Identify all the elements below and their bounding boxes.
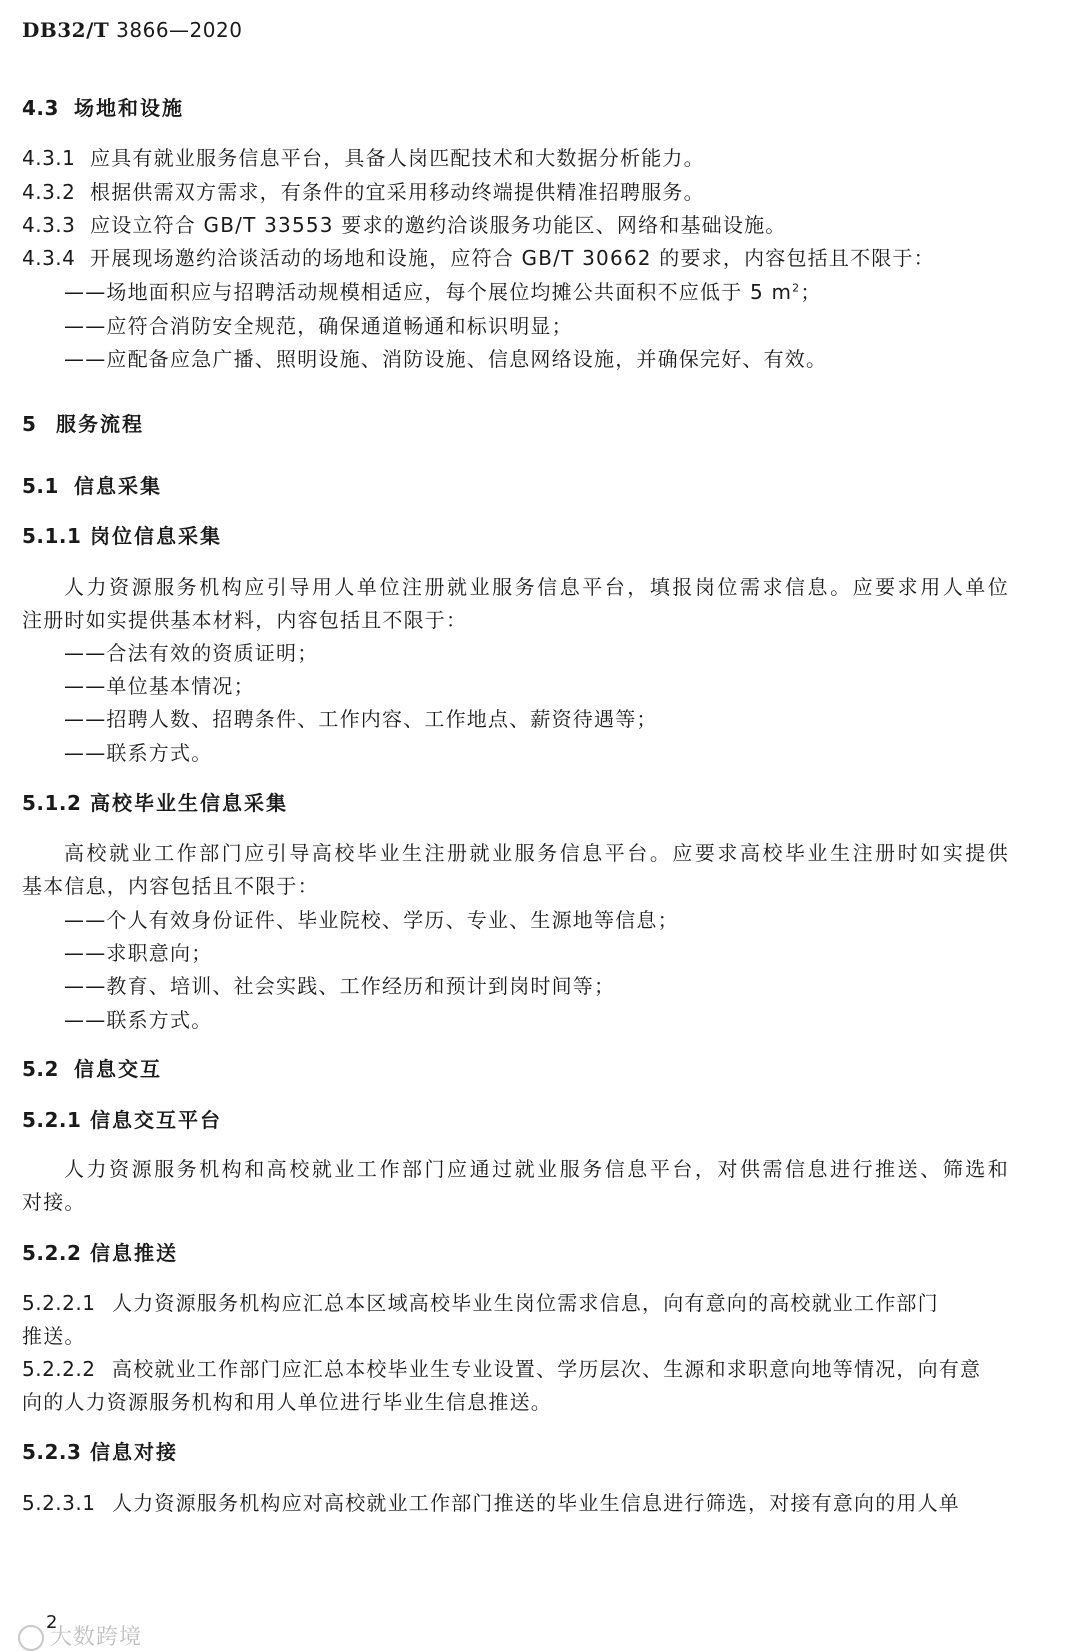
list-item: ——联系方式。 [64,1008,213,1032]
list-item: ——个人有效身份证件、毕业院校、学历、专业、生源地等信息； [64,908,679,932]
section-heading-5-1-1: 5.1.1 岗位信息采集 [22,524,222,548]
list-item: ——场地面积应与招聘活动规模相适应，每个展位均摊公共面积不应低于 5 $m^2$； [64,280,822,304]
section-heading-5: 5 服务流程 [22,412,144,436]
paragraph-line: 对接。 [22,1190,86,1214]
paragraph-line: 高校就业工作部门应引导高校毕业生注册就业服务信息平台。应要求高校毕业生注册时如实提供 [64,841,1009,865]
paragraph-line: 基本信息，内容包括且不限于： [22,874,319,898]
clause-4-3-1: 4.3.1 应具有就业服务信息平台，具备人岗匹配技术和大数据分析能力。 [22,146,705,170]
list-item: ——应配备应急广播、照明设施、消防设施、信息网络设施，并确保完好、有效。 [64,347,828,371]
paragraph-line: 推送。 [22,1324,86,1348]
section-heading-5-2-1: 5.2.1 信息交互平台 [22,1108,222,1132]
clause-5-2-3-1: 5.2.3.1 人力资源服务机构应对高校就业工作部门推送的毕业生信息进行筛选，对接有意向的用人单 [22,1491,960,1515]
section-heading-5-2: 5.2 信息交互 [22,1057,162,1081]
list-item: ——联系方式。 [64,741,213,765]
list-item: ——求职意向； [64,941,213,965]
standard-code-prefix: DB32/T [22,18,110,42]
section-heading-5-2-3: 5.2.3 信息对接 [22,1440,178,1464]
paragraph-line: 人力资源服务机构应引导用人单位注册就业服务信息平台，填报岗位需求信息。应要求用人单位 [64,575,1009,599]
list-item: ——教育、培训、社会实践、工作经历和预计到岗时间等； [64,974,616,998]
watermark: 大数跨境 [18,1620,142,1651]
clause-4-3-4: 4.3.4 开展现场邀约洽谈活动的场地和设施，应符合 GB/T 30662 的要求，内容包括且不限于： [22,246,935,270]
clause-4-3-2: 4.3.2 根据供需双方需求，有条件的宜采用移动终端提供精准招聘服务。 [22,180,705,204]
list-item: ——单位基本情况； [64,674,255,698]
section-heading-5-1: 5.1 信息采集 [22,474,162,498]
paragraph-line: 人力资源服务机构和高校就业工作部门应通过就业服务信息平台，对供需信息进行推送、筛选和 [64,1157,1009,1181]
clause-4-3-3: 4.3.3 应设立符合 GB/T 33553 要求的邀约洽谈服务功能区、网络和基础设施。 [22,213,787,237]
watermark-logo-icon [18,1625,44,1651]
list-item: ——合法有效的资质证明； [64,641,319,665]
list-item: ——应符合消防安全规范，确保通道畅通和标识明显； [64,314,573,338]
paragraph-line: 向的人力资源服务机构和用人单位进行毕业生信息推送。 [22,1390,552,1414]
section-heading-5-1-2: 5.1.2 高校毕业生信息采集 [22,791,288,815]
standard-code-header [22,18,242,42]
paragraph-line: 注册时如实提供基本材料，内容包括且不限于： [22,608,468,632]
standard-code-number: 3866—2020 [116,18,243,42]
clause-5-2-2-2: 5.2.2.2 高校就业工作部门应汇总本校毕业生专业设置、学历层次、生源和求职意向地等情况，向有意 [22,1357,982,1381]
section-heading-4-3: 4.3 场地和设施 [22,96,184,120]
section-heading-5-2-2: 5.2.2 信息推送 [22,1241,178,1265]
list-item: ——招聘人数、招聘条件、工作内容、工作地点、薪资待遇等； [64,707,658,731]
clause-5-2-2-1: 5.2.2.1 人力资源服务机构应汇总本区域高校毕业生岗位需求信息，向有意向的高校就业工作部门 [22,1291,939,1315]
page-number: 2 [46,1612,58,1633]
